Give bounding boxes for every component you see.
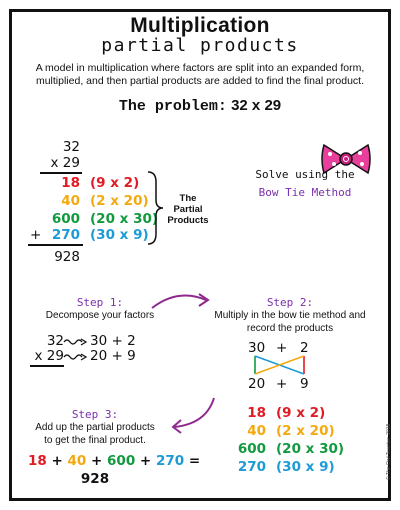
step-3-description	[15, 422, 175, 447]
calc-row-4-value: 270	[51, 227, 80, 243]
step-3-description-line-2: to get the final product.	[44, 434, 146, 446]
step-2-row-1-value: 18	[247, 405, 266, 421]
calc-row-2-expr: (2 x 20)	[90, 193, 149, 209]
brace-label	[163, 193, 213, 226]
brace-label-line-3: Products	[167, 215, 209, 226]
step-2-title: Step 2:	[266, 296, 314, 309]
bowtie-top-b: 2	[300, 340, 309, 356]
page-subtitle: partial products	[101, 35, 299, 56]
sum-term-4: 270	[155, 453, 185, 469]
problem-label: The problem:	[118, 98, 227, 115]
step-1-rule	[30, 365, 64, 367]
squiggle-arrow-icon	[63, 338, 87, 346]
step-1-factor-1: 32	[46, 333, 64, 349]
step-3-result: 928	[80, 471, 110, 487]
step-3-title: Step 3:	[71, 408, 119, 421]
sum-term-2: 40	[67, 453, 87, 469]
intro-text: A model in multiplication where factors are split into an expanded form, multiplied, and then partial products are added to find the final product.	[35, 62, 365, 87]
step-2-description	[205, 310, 375, 335]
step-1-description: Decompose your factors	[45, 310, 155, 321]
bowtie-note-line-1: Solve using the	[255, 168, 355, 181]
calc-row-3-expr: (20 x 30)	[90, 211, 159, 227]
brace-label-line-1: The	[179, 193, 197, 204]
calc-row-3-value: 600	[51, 211, 80, 227]
calc-rule-2	[28, 244, 83, 246]
credit-text: © The Owl Teacher, 2018	[386, 423, 392, 480]
step-1-title: Step 1:	[76, 296, 124, 309]
arrow-left-icon	[168, 396, 220, 436]
step-1-expanded-2: 20 + 9	[90, 348, 136, 364]
problem-expression: 32 x 29	[231, 97, 282, 114]
step-2-row-2-expr: (2 x 20)	[276, 423, 335, 439]
sum-term-1: 18	[28, 453, 47, 469]
calc-second-factor: x 29	[50, 155, 80, 171]
step-2-row-4-expr: (30 x 9)	[276, 459, 335, 475]
calc-row-4-expr: (30 x 9)	[90, 227, 149, 243]
step-3-sum	[28, 452, 200, 470]
bowtie-note-line-2: Bow Tie Method	[258, 186, 352, 199]
step-2-row-2-value: 40	[247, 423, 266, 439]
calc-total: 928	[54, 249, 80, 265]
sum-plus-3: +	[139, 453, 152, 469]
step-3-description-line-1: Add up the partial products	[35, 422, 155, 433]
bowtie-top-plus: +	[276, 340, 288, 356]
step-2-description-line-1: Multiply in the bow tie method and	[214, 310, 366, 321]
bowtie-lines-icon	[247, 354, 317, 376]
arrow-right-icon	[150, 288, 212, 316]
calc-row-2-value: 40	[61, 193, 80, 209]
squiggle-arrow-icon	[63, 353, 87, 361]
bowtie-bottom-plus: +	[276, 376, 288, 392]
page-title: Multiplication	[130, 14, 270, 37]
step-2-row-4-value: 270	[237, 459, 266, 475]
step-2-row-1-expr: (9 x 2)	[276, 405, 326, 421]
bowtie-top-a: 30	[248, 340, 266, 356]
step-2-row-3-value: 600	[237, 441, 266, 457]
problem-statement	[0, 97, 400, 115]
calc-row-1-expr: (9 x 2)	[90, 175, 140, 191]
calc-row-1-value: 18	[61, 175, 80, 191]
calc-top-factor: 32	[62, 139, 80, 155]
step-2-description-line-2: record the products	[246, 322, 334, 334]
calc-plus-sign: +	[30, 227, 42, 243]
bowtie-bottom-b: 9	[300, 376, 309, 392]
step-2-row-3-expr: (20 x 30)	[276, 441, 345, 457]
sum-term-3: 600	[107, 453, 136, 469]
sum-plus-1: +	[51, 453, 63, 469]
brace-label-line-2: Partial	[173, 204, 203, 215]
sum-equals: =	[188, 453, 201, 469]
step-1-factor-2: x 29	[34, 348, 64, 364]
bowtie-bottom-a: 20	[248, 376, 266, 392]
step-1-expanded-1: 30 + 2	[90, 333, 136, 349]
sum-plus-2: +	[91, 453, 103, 469]
